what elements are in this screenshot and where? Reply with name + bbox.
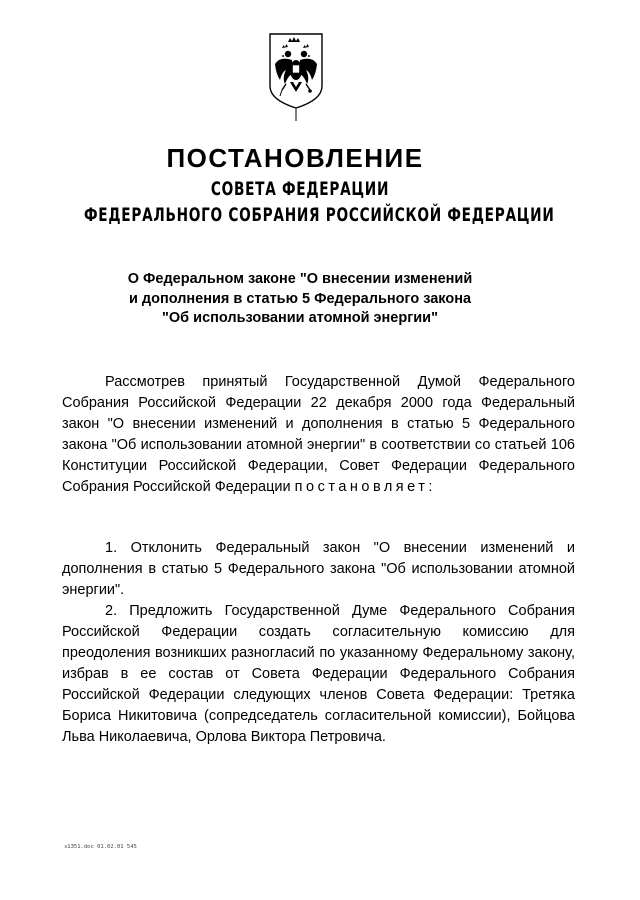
- preamble-paragraph: [62, 372, 575, 498]
- document-code: з1351.doc 01.02.01 545: [64, 844, 137, 850]
- subject-line-1: О Федеральном законе "О внесении изменений: [127, 271, 473, 287]
- resolves-word: постановляет:: [294, 479, 436, 495]
- document-subject: [100, 270, 500, 329]
- issuer-line-2: ФЕДЕРАЛЬНОГО СОБРАНИЯ РОССИЙСКОЙ ФЕДЕРАЦИИ: [83, 204, 555, 226]
- subject-line-3: "Об использовании атомной энергии": [162, 310, 438, 326]
- resolution-item-2: 2. Предложить Государственной Думе Федерального Собрания Российской Федерации создать согласительную комиссию для преодоления возникших разногласий по указанному Федеральному закону, избрав в ее состав от Совета Федерации Федерального Собрания Российской Федерации следующих членов Совета Федерации: Третяка Бориса Никитовича (сопредседатель согласительной комиссии), Бойцова Льва Николаевича, Орлова Виктора Петровича.: [62, 603, 575, 745]
- preamble-text: Рассмотрев принятый Государственной Думой Федерального Собрания Российской Федерации 22 декабря 2000 года Федеральный закон "О внесении изменений и дополнения в статью 5 Федерального закона "Об использовании атомной энергии" в соответствии со статьей 106 Конституции Российской Федерации, Совет Федерации Федерального Собрания Российской Федерации: [62, 374, 575, 495]
- subject-line-2: и дополнения в статью 5 Федерального закона: [128, 290, 472, 307]
- document-title: ПОСТАНОВЛЕНИЕ: [166, 143, 424, 173]
- resolution-item-1: 1. Отклонить Федеральный закон "О внесении изменений и дополнения в статью 5 Федерального закона "Об использовании атомной энергии".: [62, 540, 575, 598]
- resolution-items: [62, 538, 575, 748]
- issuer-line-1: СОВЕТА ФЕДЕРАЦИИ: [210, 178, 390, 200]
- preamble: [62, 372, 575, 498]
- russian-coat-of-arms-icon: [266, 30, 326, 122]
